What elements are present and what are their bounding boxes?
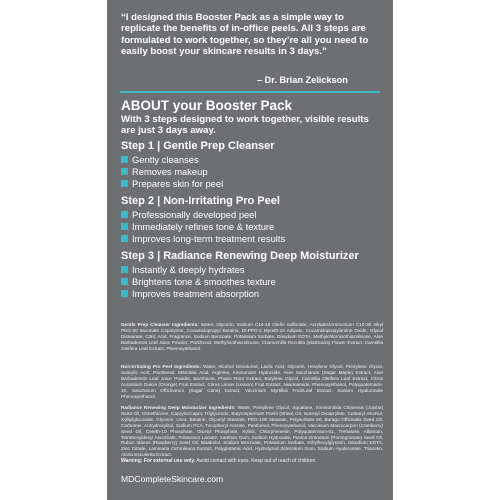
step-2-bullet (121, 233, 285, 244)
step-2-bullet (121, 221, 274, 232)
bullet-text: Prepares skin for peel (132, 178, 224, 189)
website-link[interactable]: MDCompleteSkincare.com (121, 474, 224, 484)
bullet-text: Instantly & deeply hydrates (132, 264, 245, 275)
warning-label: Warning: For external use only. (121, 458, 196, 464)
bullet-text: Brightens tone & smoothes texture (132, 276, 276, 287)
bullet-square-icon (121, 235, 128, 242)
bullet-text: Improves long-term treatment results (132, 233, 286, 244)
bullet-square-icon (121, 168, 128, 175)
warning-text (121, 458, 383, 464)
ingredients-label: Radiance Renewing Deep Moisturizer Ingredients: (121, 405, 236, 410)
ingredients-text: Water, Alcohol Denatured, Lactic Acid, Glycerin, Hexylene Glycol, Pentylene Glycol, Salicylic Acid, Panthenol, Mandelic Acid, Arginine, Ammonium Hydroxide, Acer Saccharum (Sugar Maple) Extract, Aloe Barbadensis Leaf Juice Powder, Boerhavia, Phaeo Root Extract, Butylene Glycol, Camellia Oleifera Leaf Extract, Citrus Aurantium Dulcis (Orange) Fruit Extract, Citrus Limon (Lemon) Fruit Extract, Niacinamide, Phenoxyethanol, Polyquaternium-10, Saccharum Officinarum (Sugar Cane) Extract, Vaccinium Myrtillus Fruit/Leaf Extract, Sodium Hyaluronate Phenoxyethanol. (121, 364, 383, 399)
bullet-text: Professionally developed peel (132, 209, 257, 220)
bullet-square-icon (121, 290, 128, 297)
quote-author: – Dr. Brian Zelickson (257, 75, 348, 85)
booster-pack-panel (107, 0, 393, 500)
bullet-text: Gently cleanses (132, 154, 199, 165)
step-2-title: Step 2 | Non-Irritating Pro Peel (121, 195, 280, 207)
about-text: With 3 steps designed to work together, visible results are just 3 days away. (121, 114, 369, 137)
accent-divider (120, 91, 380, 93)
bullet-square-icon (121, 278, 128, 285)
about-title: ABOUT your Booster Pack (121, 98, 293, 113)
step-3-bullet (121, 276, 276, 287)
ingredients-text: Water, Glycerin, Sodium C14-16 Olefin Sulfonate, Acrylates/Ammonium C10-30 Alkyl PEG-20 Itaconate Copolymer, Cocamidopropyl Betaine, Di-PPG-2 Myreth-10 Adipate, Cocamidopropylamine Oxide, Glycol Distearate, Citric Acid, Fragrance, Sodium Benzoate, Potassium Sorbate, Disodium EDTA, Methylchloroisothiazolinone, Aloe Barbadensis Leaf Juice Powder, Panthenol, Methylisothiazolinone, Chamomilla Recutita (Matricaria) Flower Extract, Camellia Oleifera Leaf Extract, Phenoxyethanol. (121, 322, 383, 351)
ingredients-moisturizer (121, 405, 383, 458)
step-1-bullet (121, 166, 208, 177)
ingredients-label: Gentle Prep Cleanser Ingredients: (121, 322, 199, 327)
bullet-square-icon (121, 156, 128, 163)
bullet-square-icon (121, 211, 128, 218)
step-3-title: Step 3 | Radiance Renewing Deep Moisturizer (121, 250, 359, 262)
warning-body: Avoid contact with eyes. Keep out of reach of children. (196, 458, 317, 464)
step-1-bullet (121, 178, 223, 189)
bullet-square-icon (121, 180, 128, 187)
step-2-bullet (121, 209, 257, 220)
bullet-text: Removes makeup (132, 166, 208, 177)
step-1-title: Step 1 | Gentle Prep Cleanser (121, 140, 275, 152)
ingredients-text: Water, Pentylene Glycol, Squalane, Simmondsia Chinensis (Jojoba) Seed Oil, Dimethicone, Caprylic/Capric Triglyceride, Butyrospermum Parkii (Shea) Oil, Isocetyl Dicaprylate, Cetearyl Alcohol, Xylitylglucoside, Glycerin, Urea, Betaine, Glyceryl Stearate, PEG-100 Stearate, Polysorbate 60, Borago Officinalis Seed Oil, Carbomer, Anhydroxylitol, Sodium PCA, Tocopheryl Acetate, Panthenol, Phenoxyethanol, Vaccinium Macrocarpon (Cranberry) Seed Oil, Ceteth-10 Phosphate, Dicetyl Phosphate, Xylitol, Chlorphenesin, Polyquaternium-51, Trehalose, Allantoin, Tetrahexyldecyl Ascorbate, Potassium Lactate, Xanthan Gum, Sodium Hydroxide, Punica Granatum (Pomegranate) Seed Oil, Rubus Idaeus (Raspberry) Seed Oil, Bisabolol, Sodium Benzoate, Potassium Sorbate, Ethylhexylglycerin, Disodium EDTA, Zinc Citrate, Laminaria Ochroleuca Extract, Polyglutamic Acid, Hydrolyzed Sclerotium Gum, Sodium Hyaluronate, Triacetin, Alaria Esculenta Extract. (121, 405, 383, 458)
ingredients-peel (121, 364, 383, 399)
bullet-square-icon (121, 266, 128, 273)
quote-text: “I designed this Booster Pack as a simple way to replicate the benefits of in-office peels. All 3 steps are formulated to work together, so they’re all you need to easily boost your skincare results in 3 days.” (121, 12, 369, 58)
ingredients-label: Non-Irritating Pro Peel Ingredients: (121, 364, 202, 369)
bullet-text: Immediately refines tone & texture (132, 221, 275, 232)
ingredients-cleanser (121, 322, 383, 352)
bullet-square-icon (121, 223, 128, 230)
bullet-text: Improves treatment absorption (132, 288, 260, 299)
step-3-bullet (121, 288, 259, 299)
step-1-bullet (121, 154, 199, 165)
step-3-bullet (121, 264, 245, 275)
